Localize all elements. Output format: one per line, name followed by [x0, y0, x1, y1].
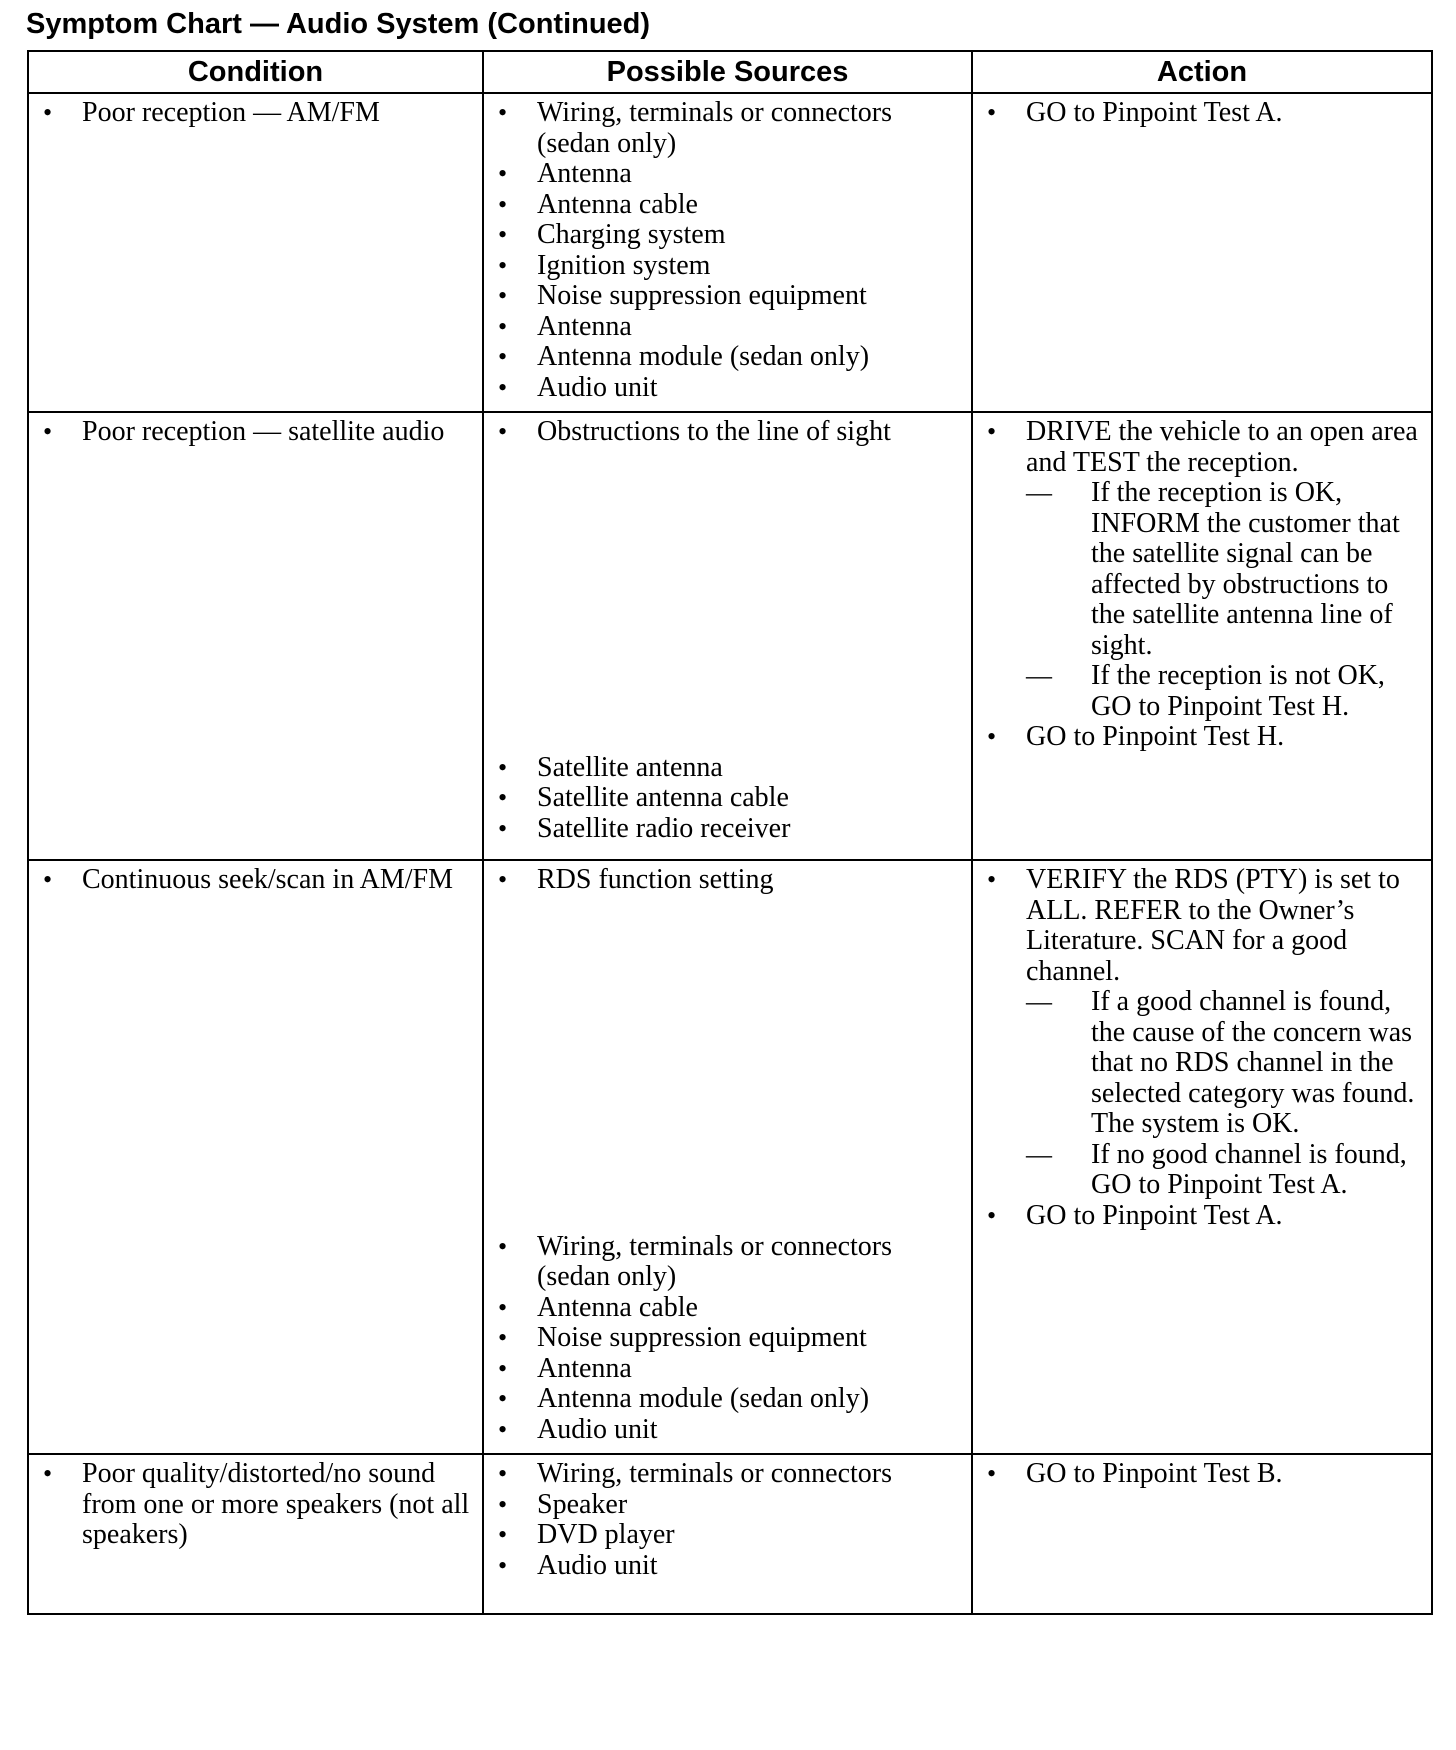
source-item: • Charging system — [484, 220, 961, 251]
source-item: • Noise suppression equipment — [484, 281, 961, 312]
condition-cell — [28, 1454, 483, 1614]
table-row — [28, 412, 1432, 860]
source-item: • Audio unit — [484, 373, 961, 404]
condition-cell — [28, 412, 483, 860]
action-item: • GO to Pinpoint Test H. — [973, 722, 1421, 753]
source-item: • Audio unit — [484, 1551, 961, 1582]
sources-cell — [483, 860, 972, 1454]
condition-text: • Poor reception — satellite audio — [29, 417, 472, 448]
action-subitem: — If the reception is OK, INFORM the customer that the satellite signal can be affected by obstructions to the satellite antenna line of sight. — [1026, 478, 1421, 661]
header-possible-sources: Possible Sources — [483, 51, 972, 93]
table-row — [28, 860, 1432, 1454]
source-item: • Speaker — [484, 1490, 961, 1521]
condition-text: • Continuous seek/scan in AM/FM — [29, 865, 472, 896]
action-text: VERIFY the RDS (PTY) is set to ALL. REFER to the Owner’s Literature. SCAN for a good channel. — [1026, 864, 1400, 987]
sources-cell — [483, 412, 972, 860]
condition-cell — [28, 860, 483, 1454]
header-row — [28, 51, 1432, 93]
table-row — [28, 93, 1432, 412]
sources-cell — [483, 93, 972, 412]
source-item: • Antenna — [484, 312, 961, 343]
condition-text: • Poor reception — AM/FM — [29, 98, 472, 129]
source-item: • Ignition system — [484, 251, 961, 282]
action-item — [973, 865, 1421, 1201]
source-item: • Audio unit — [484, 1415, 961, 1446]
source-item: • Antenna — [484, 1354, 961, 1385]
source-item: • Wiring, terminals or connectors (sedan only) — [484, 98, 961, 159]
source-item: • Satellite radio receiver — [484, 814, 961, 845]
source-item: • Satellite antenna — [484, 753, 961, 784]
action-item: • GO to Pinpoint Test A. — [973, 1201, 1421, 1232]
symptom-table — [27, 50, 1433, 1615]
source-item: • Antenna cable — [484, 190, 961, 221]
action-cell — [972, 93, 1432, 412]
condition-cell — [28, 93, 483, 412]
action-subitem: — If the reception is not OK, GO to Pinpoint Test H. — [1026, 661, 1421, 722]
action-item: • GO to Pinpoint Test A. — [973, 98, 1421, 129]
source-item: • Noise suppression equipment — [484, 1323, 961, 1354]
action-item — [973, 417, 1421, 722]
header-action: Action — [972, 51, 1432, 93]
action-cell — [972, 860, 1432, 1454]
source-item: • Antenna module (sedan only) — [484, 342, 961, 373]
sources-cell — [483, 1454, 972, 1614]
action-item: • GO to Pinpoint Test B. — [973, 1459, 1421, 1490]
source-item: • Wiring, terminals or connectors — [484, 1459, 961, 1490]
source-item: • Antenna — [484, 159, 961, 190]
action-text: DRIVE the vehicle to an open area and TEST the reception. — [1026, 416, 1418, 478]
source-item: • Antenna module (sedan only) — [484, 1384, 961, 1415]
table-row — [28, 1454, 1432, 1614]
source-item: • Satellite antenna cable — [484, 783, 961, 814]
header-condition: Condition — [28, 51, 483, 93]
action-subitem: — If no good channel is found, GO to Pinpoint Test A. — [1026, 1140, 1421, 1201]
source-item: • Antenna cable — [484, 1293, 961, 1324]
condition-text: • Poor quality/distorted/no sound from one or more speakers (not all speakers) — [29, 1459, 472, 1551]
source-item: • DVD player — [484, 1520, 961, 1551]
action-cell — [972, 1454, 1432, 1614]
source-item: • RDS function setting — [484, 865, 961, 896]
source-item: • Wiring, terminals or connectors (sedan only) — [484, 1232, 961, 1293]
page-title: Symptom Chart — Audio System (Continued) — [26, 8, 651, 40]
source-item: • Obstructions to the line of sight — [484, 417, 961, 448]
action-cell — [972, 412, 1432, 860]
action-subitem: — If a good channel is found, the cause of the concern was that no RDS channel in the selected category was found. The system is OK. — [1026, 987, 1421, 1140]
